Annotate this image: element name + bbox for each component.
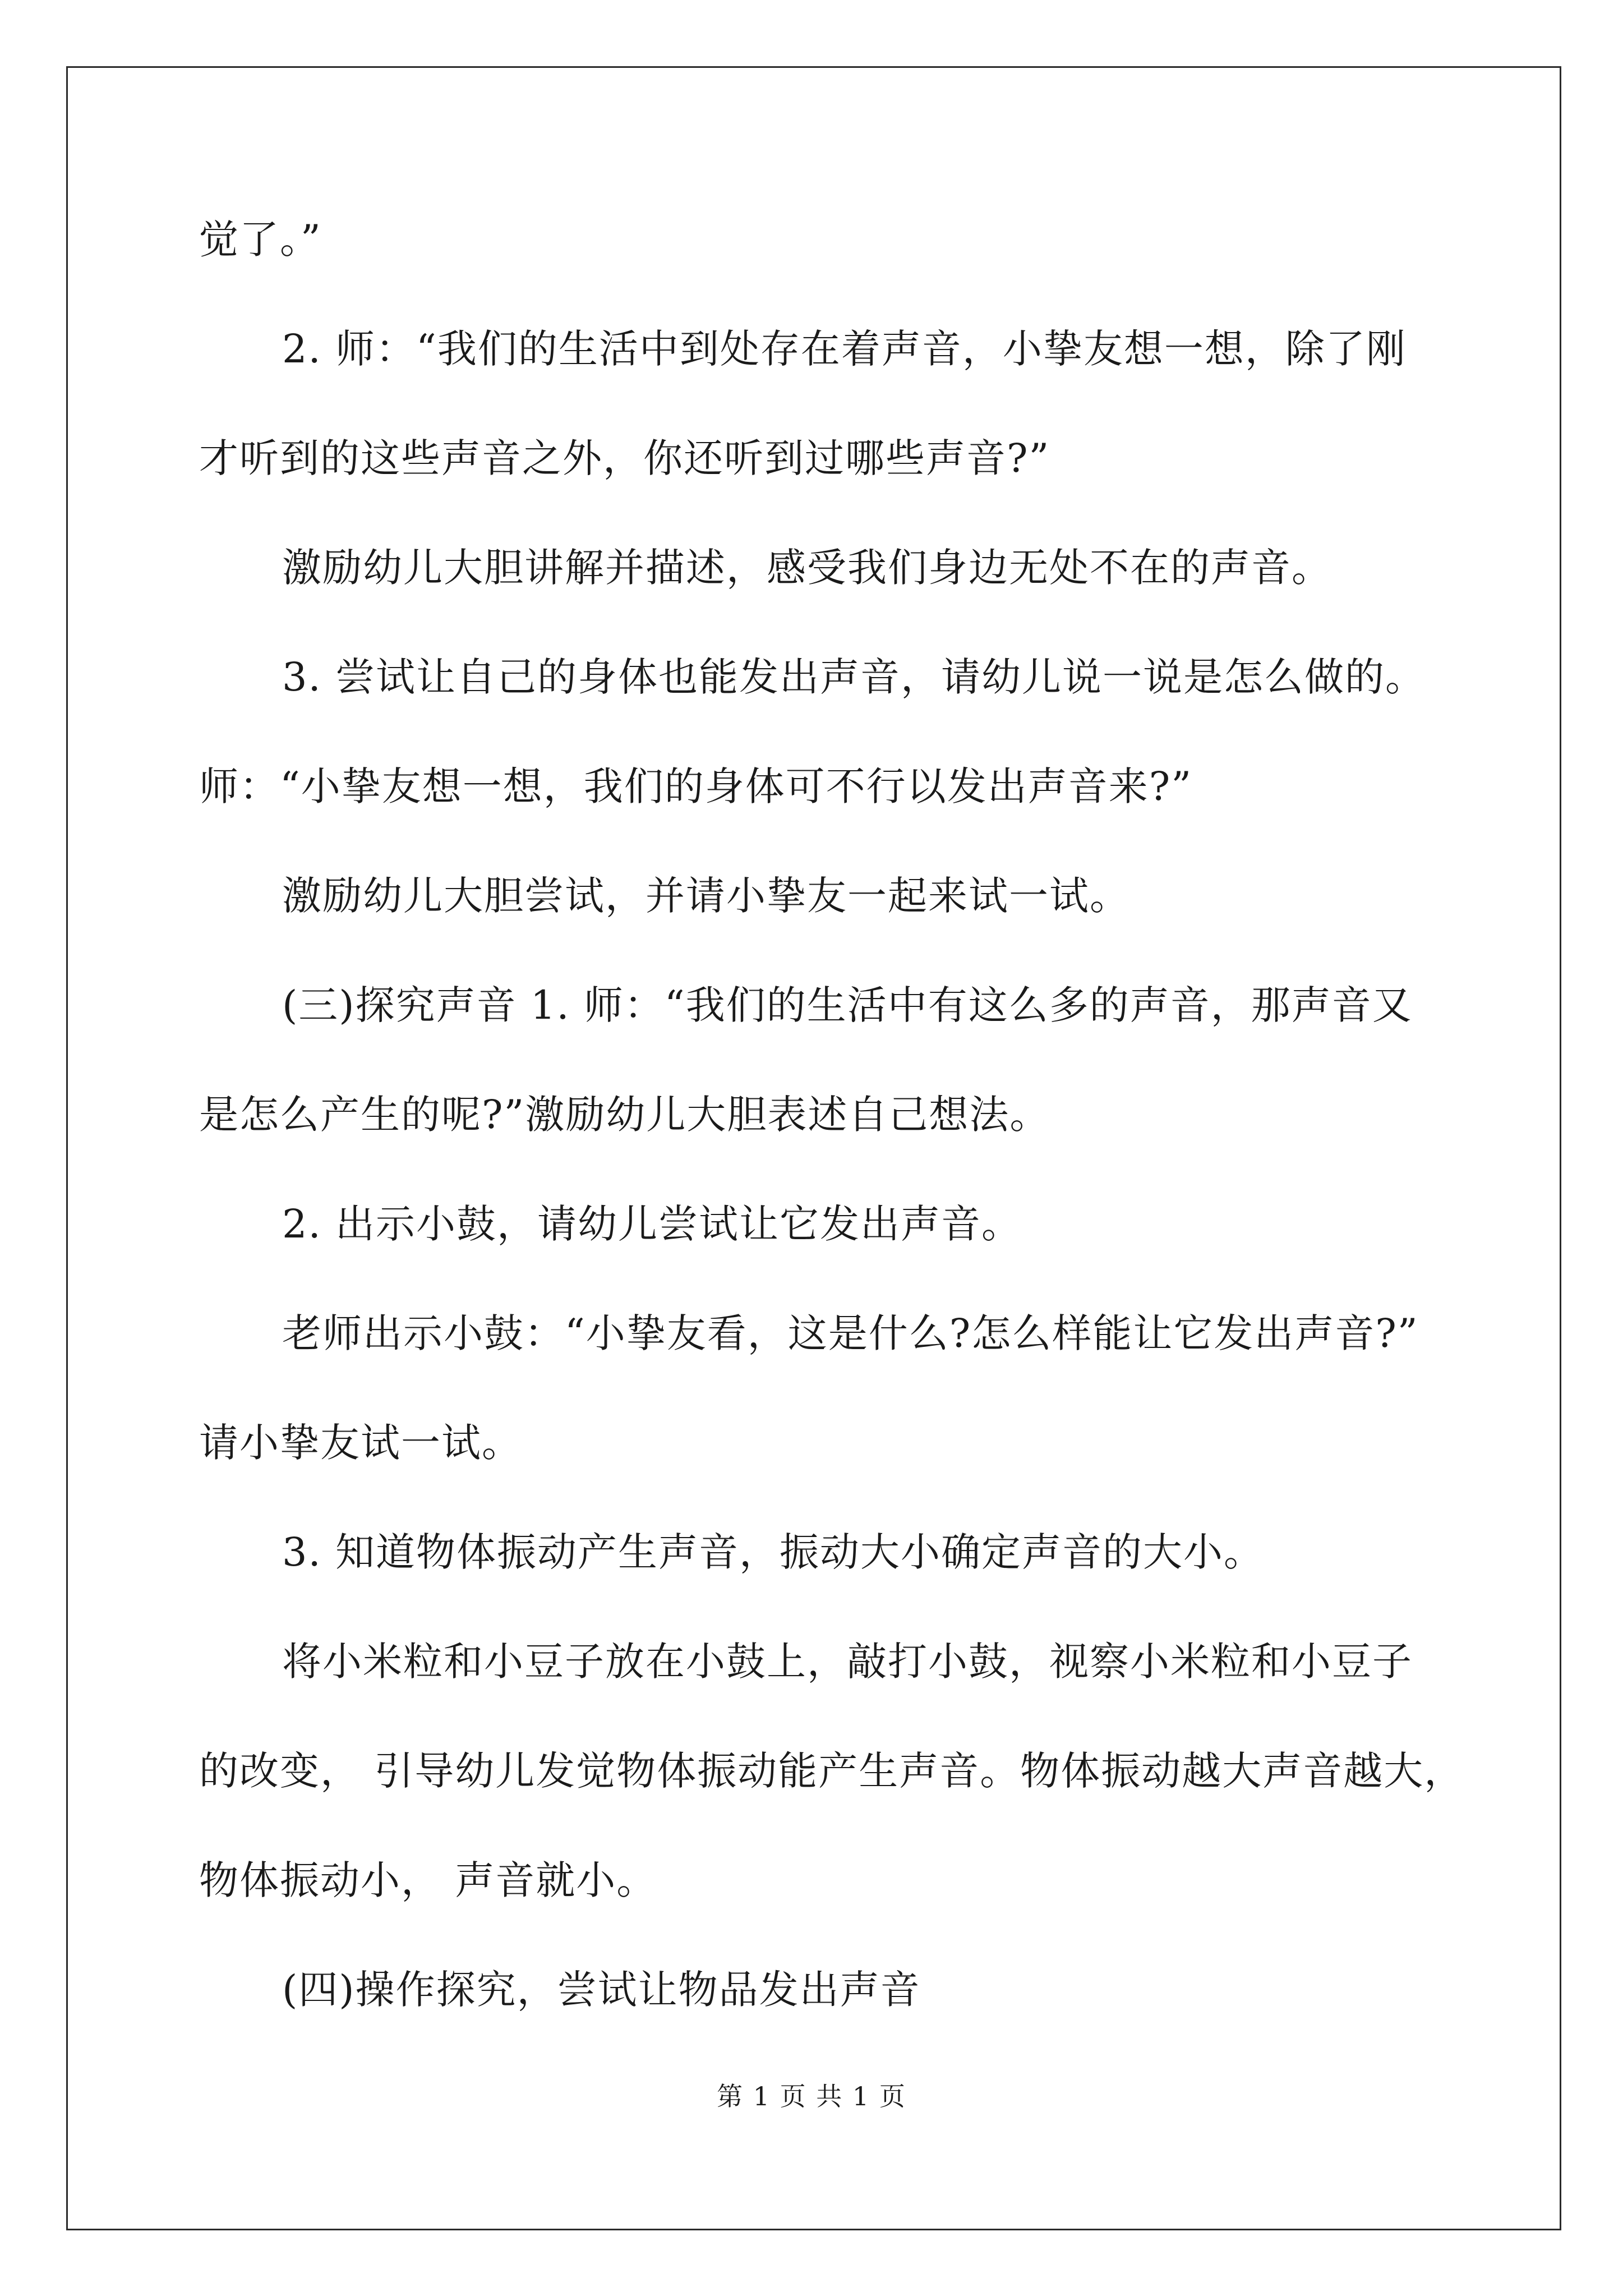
page-number-footer: 第 1 页 共 1 页 bbox=[717, 2081, 906, 2111]
paragraph-line: 2. 师：“我们的生活中到处存在着声音，小挚友想一想，除了刚 bbox=[282, 326, 1407, 372]
paragraph-line: 是怎么产生的呢?”激励幼儿大胆表述自己想法。 bbox=[199, 1092, 1050, 1138]
paragraph-line: 物体振动小， 声音就小。 bbox=[199, 1857, 657, 1903]
paragraph-line: 3. 尝试让自己的身体也能发出声音，请幼儿说一说是怎么做的。 bbox=[282, 654, 1426, 700]
paragraph-line: 觉了。” bbox=[199, 217, 322, 263]
paragraph-line: (三)探究声音 1. 师：“我们的生活中有这么多的声音，那声音又 bbox=[282, 982, 1413, 1028]
page-frame bbox=[66, 66, 1561, 2230]
paragraph-line: 3. 知道物体振动产生声音，振动大小确定声音的大小。 bbox=[282, 1529, 1265, 1575]
paragraph-line: (四)操作探究，尝试让物品发出声音 bbox=[282, 1967, 921, 2013]
paragraph-line: 的改变， 引导幼儿发觉物体振动能产生声音。物体振动越大声音越大， bbox=[199, 1748, 1465, 1794]
paragraph-line: 请小挚友试一试。 bbox=[199, 1420, 522, 1466]
paragraph-line: 将小米粒和小豆子放在小鼓上，敲打小鼓，视察小米粒和小豆子 bbox=[282, 1639, 1413, 1685]
paragraph-line: 老师出示小鼓：“小挚友看，这是什么?怎么样能让它发出声音?” bbox=[282, 1310, 1419, 1356]
paragraph-line: 才听到的这些声音之外，你还听到过哪些声音?” bbox=[199, 435, 1050, 481]
paragraph-line: 师：“小挚友想一想，我们的身体可不行以发出声音来?” bbox=[199, 763, 1193, 809]
paragraph-line: 激励幼儿大胆尝试，并请小挚友一起来试一试。 bbox=[282, 873, 1130, 919]
paragraph-line: 2. 出示小鼓，请幼儿尝试让它发出声音。 bbox=[282, 1201, 1022, 1247]
paragraph-line: 激励幼儿大胆讲解并描述，感受我们身边无处不在的声音。 bbox=[282, 545, 1332, 591]
